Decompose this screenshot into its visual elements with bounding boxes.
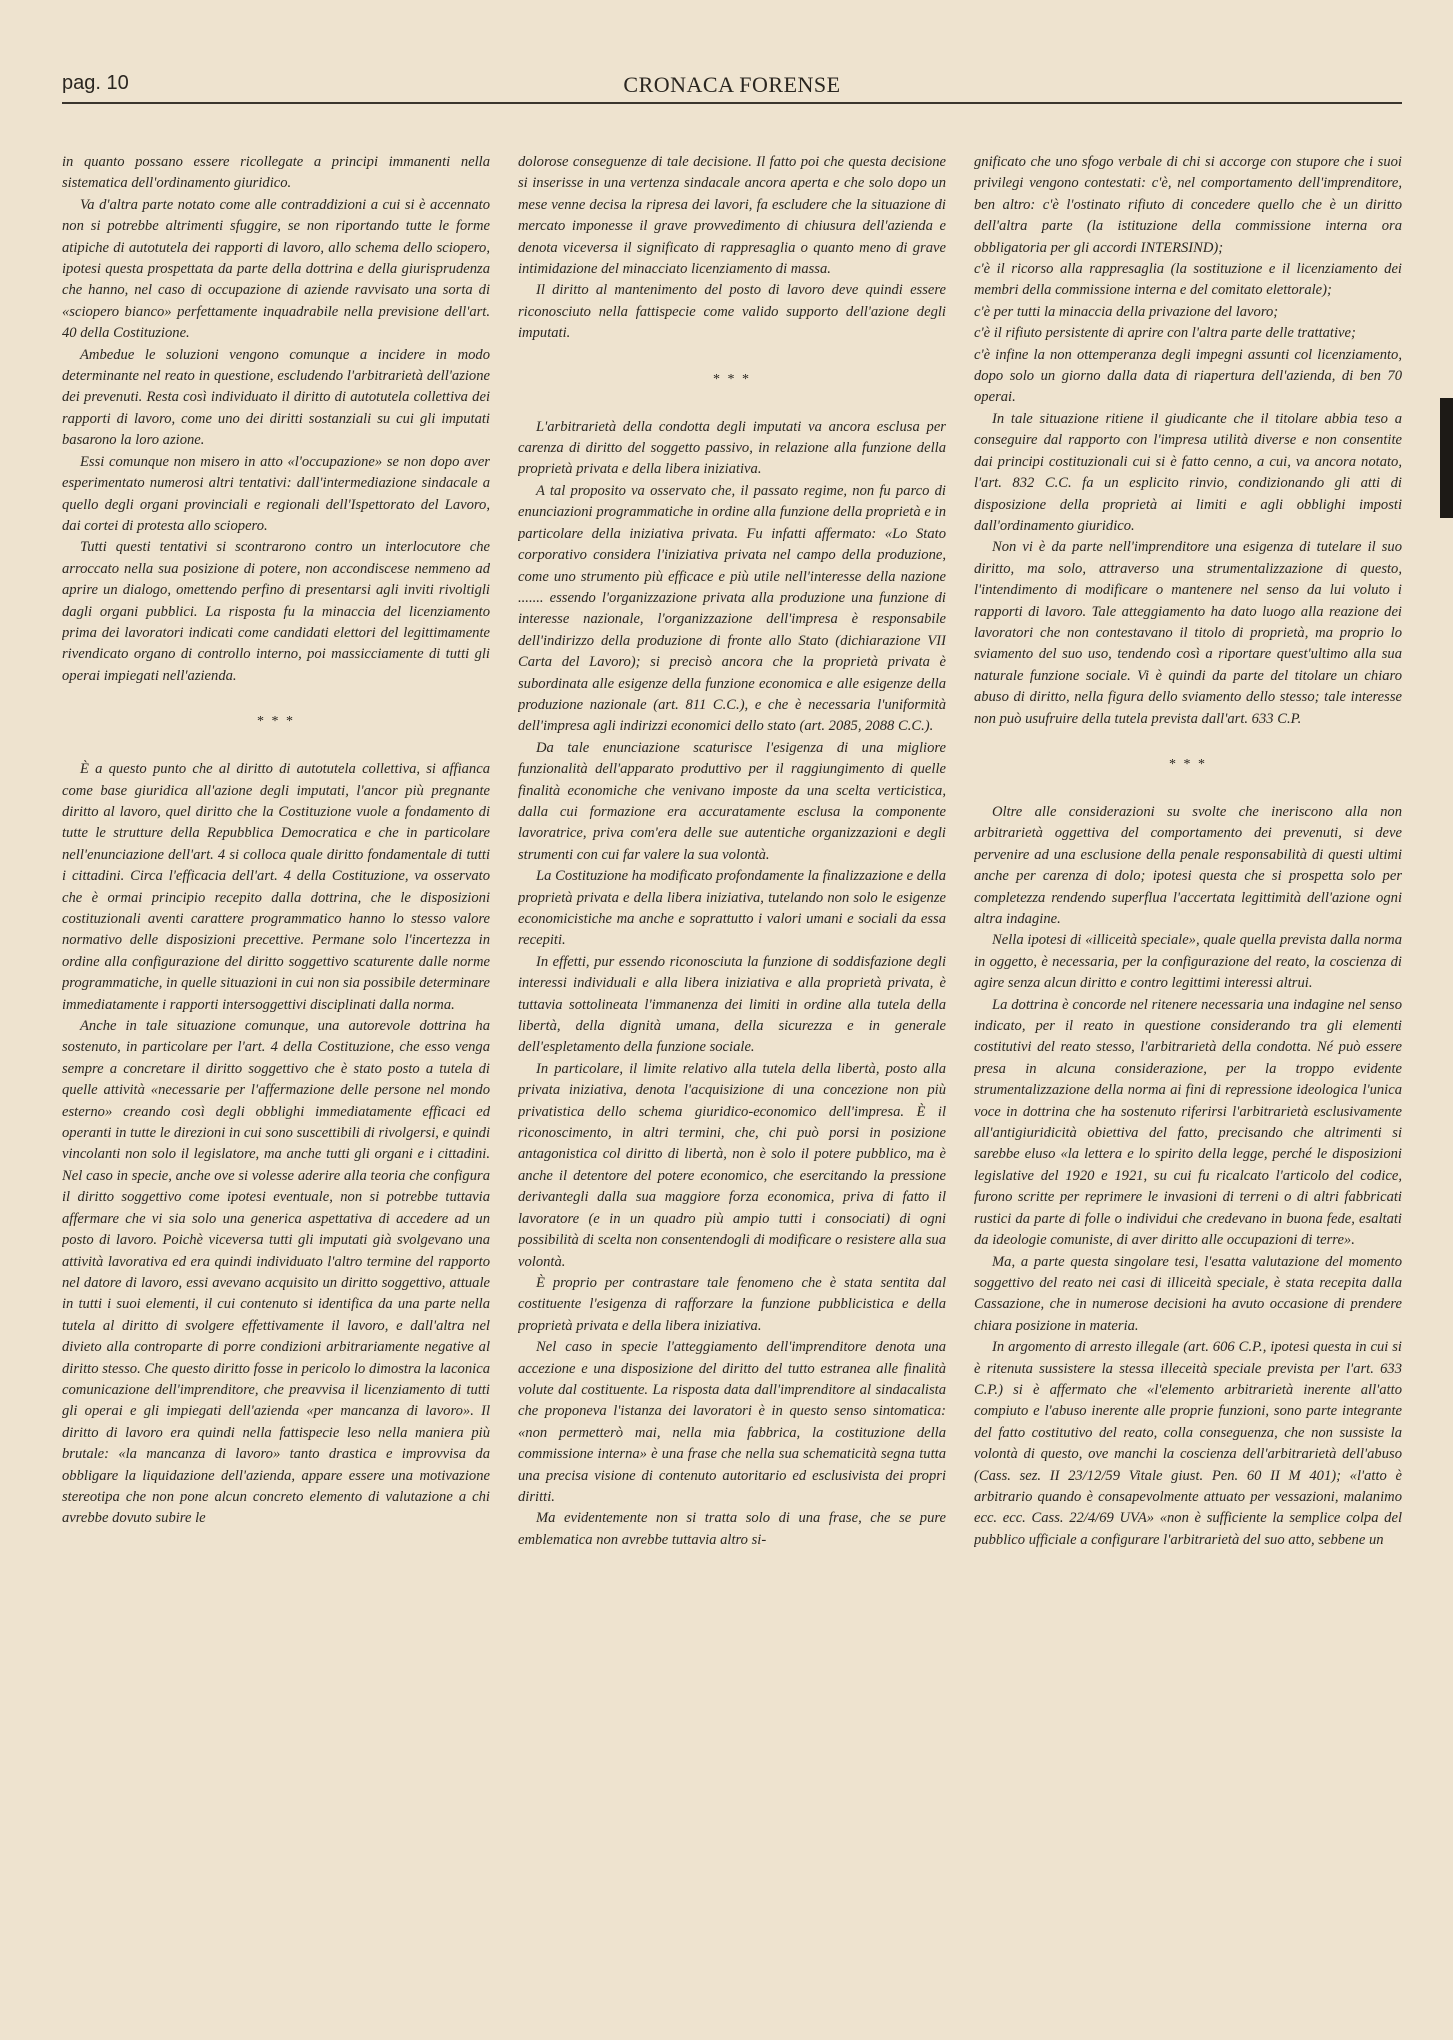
paragraph: dolorose conseguenze di tale decisione. Il fatto poi che questa decisione si inserisse in una vertenza sindacale ancora aperta e che solo dopo un mese venne decisa la ripresa dei lavori, fa escludere che la situazione di mercato imponesse il grave provvedimento di chiusura dell'azienda e denota viceversa il significato di rappresaglia o quanto meno di grave intimidazione del minacciato licenziamento di massa.: [518, 154, 946, 278]
text-column-3: [974, 152, 1402, 2012]
paragraph: In tale situazione ritiene il giudicante che il titolare abbia teso a conseguire dal rapporto con l'impresa utilità diverse e non consentite dai principi costituzionali cui si è fatto cenno, a cui, va ancora notato, l'art. 832 C.C. fa un esplicito rinvio, condizionando gli atti di disposizione della proprietà ai limiti e agli obblighi imposti dall'ordinamento giuridico.: [974, 410, 1402, 534]
text-column-1: [62, 152, 490, 2012]
paragraph: È proprio per contrastare tale fenomeno che è stata sentita dal costituente l'esigenza di rafforzare la funzione pubblicistica e della proprietà privata e della libera iniziativa.: [518, 1274, 946, 1334]
paragraph: Va d'altra parte notato come alle contraddizioni a cui si è accennato non si potrebbe altrimenti sfuggire, se non riportando tutte le forme atipiche di autotutela dei rapporti di lavoro, allo schema dello sciopero, ipotesi questa prospettata da parte della dottrina e della giurisprudenza che hanno, nel caso di occupazione di aziende ravvisato una sorta di «sciopero bianco» perfettamente inquadrabile nella previsione dell'art. 40 della Costituzione.: [62, 196, 490, 342]
paragraph: Ma evidentemente non si tratta solo di una frase, che se pure emblematica non avrebbe tuttavia altro si-: [518, 1510, 946, 1548]
paragraph: In particolare, il limite relativo alla tutela della libertà, posto alla privata iniziativa, denota l'acquisizione di una concezione non più privatistica dello schema giuridico-economico dell'impresa. È il riconoscimento, in altri termini, che, chi può porsi in posizione antagonistica col diritto di libertà, non è solo il potere pubblico, ma è anche il detentore del potere economico, che esercitando la pressione derivantegli dalla sua maggiore forza economica, priva di fatto il lavoratore (e in un quadro più ampio tutti i consociati) di ogni possibilità di scelta non consentendogli di modificare o resistere alla sua volontà.: [518, 1060, 946, 1270]
paragraph: Nel caso in specie l'atteggiamento dell'imprenditore denota una accezione e una disposizione del diritto del tutto estranea alle finalità volute dal costituente. La risposta data dall'imprenditore al sindacalista che proponeva l'istanza dei lavoratori è in questo senso sintomatica: «non permetterò mai, nella mia fabbrica, la costituzione della commissione interna» è una frase che nella sua schematicità segna tutta una precisa visione di contenuto autoritario ed esclusivista dei propri diritti.: [518, 1339, 946, 1505]
paragraph: c'è il ricorso alla rappresaglia (la sostituzione e il licenziamento dei membri della commissione interna e del comitato elettorale);: [974, 261, 1402, 299]
paragraph: Da tale enunciazione scaturisce l'esigenza di una migliore funzionalità dell'apparato produttivo per il raggiungimento di quelle finalità economiche che venivano imposte da una scelta verticistica, dalla cui formazione era accuratamente esclusa la componente lavoratrice, priva com'era delle sue autentiche organizzazioni e degli strumenti con cui far valere la sua volontà.: [518, 739, 946, 863]
paragraph: c'è il rifiuto persistente di aprire con l'altra parte delle trattative;: [974, 325, 1356, 342]
paragraph: Oltre alle considerazioni su svolte che ineriscono alla non arbitrarietà oggettiva del comportamento dei prevenuti, si deve pervenire ad una esclusione della penale responsabilità di questi ultimi anche per carenza di dolo; ipotesi questa che si prospetta solo per completezza rendendo superflua l'accertata legittimità dell'azione ogni altra indagine.: [974, 803, 1402, 927]
paragraph: La Costituzione ha modificato profondamente la finalizzazione e della proprietà privata e della libera iniziativa, tutelando non solo le esigenze economicistiche ma anche e soprattutto i valori umani e sociali da essa recepiti.: [518, 868, 946, 949]
paragraph: gnificato che uno sfogo verbale di chi si accorge con stupore che i suoi privilegi vengono contestati: c'è, nel comportamento dell'imprenditore, ben altro: c'è l'ostinato rifiuto di concedere quello che è un diritto dell'altra parte (la istituzione della commissione interna ora obbligatoria per gli accordi INTERSIND);: [974, 154, 1402, 256]
paragraph: in quanto possano essere ricollegate a principi immanenti nella sistematica dell'ordinamento giuridico.: [62, 154, 490, 192]
paragraph: Non vi è da parte nell'imprenditore una esigenza di tutelare il suo diritto, ma solo, attraverso una strumentalizzazione di questo, l'intendimento di modificare o mantenere nel senso da lui voluto i rapporti di lavoro. Tale atteggiamento ha dato luogo alla reazione dei lavoratori che non contestavano il titolo di proprietà, ma proprio lo sviamento del suo uso, tendendo così a riportare quest'ultimo alla sua naturale funzione sociale. Vi è quindi da parte del titolare un chiaro abuso di diritto, nella figura dello sviamento dello stesso; tale interesse non può usufruire della tutela prevista dall'art. 633 C.P.: [974, 539, 1402, 727]
section-separator: * * *: [257, 714, 295, 730]
page-edge-mark: [1440, 398, 1453, 518]
page-header: [62, 68, 1402, 104]
paragraph: Anche in tale situazione comunque, una autorevole dottrina ha sostenuto, in particolare per l'art. 4 della Costituzione, che esso venga sempre a concretare il diritto soggettivo che è stato posto a tutela di quelle attività «necessarie per l'affermazione delle persone nel mondo esterno» creando così degli obblighi immediatamente efficaci ed operanti in tutte le direzioni in cui sono suscettibili di rivolgersi, e quindi vincolanti non solo il legislatore, ma anche tutti gli organi e i cittadini. Nel caso in specie, anche ove si volesse aderire alla teoria che configura il diritto soggettivo come ipotesi eventuale, non si potrebbe tuttavia affermare che vi sia solo una generica aspettativa di accedere ad un posto di lavoro. Poichè viceversa tutti gli imputati già svolgevano una attività lavorativa ed era quindi individuato l'altro termine del rapporto nel datore di lavoro, essi avevano acquisito un diritto soggettivo, attuale in tutti i suoi elementi, il cui contenuto si identifica da una parte nella tutela al diritto di svolgere effettivamente il lavoro, e dall'altra nel divieto alla controparte di porre condizioni arbitrariamente negative al diritto stesso. Che questo diritto fosse in pericolo lo dimostra la laconica comunicazione dell'imprenditore, che preavvisa il licenziamento di tutti gli operai e gli impiegati dell'azienda «per mancanza di lavoro». Il diritto di lavoro era quindi nella fattispecie leso nella maniera più brutale: «la mancanza di lavoro» tanto drastica e improvvisa da obbligare la liquidazione dell'azienda, appare essere una motivazione stereotipa che non pone alcun concreto elemento di valutazione a chi avrebbe dovuto subire le: [62, 1018, 490, 1527]
paragraph: Nella ipotesi di «illiceità speciale», quale quella prevista dalla norma in oggetto, è necessaria, per la configurazione del reato, la coscienza di agire senza alcun diritto e contro legittimi interessi altrui.: [974, 932, 1402, 992]
text-column-2: [518, 152, 946, 2012]
section-separator: * * *: [713, 371, 751, 387]
page-number: pag. 10: [62, 72, 129, 94]
paragraph: Essi comunque non misero in atto «l'occupazione» se non dopo aver esperimentato numerosi altri tentativi: dall'intermediazione sindacale a quello degli organi provinciali e regionali dell'Ispettorato del Lavoro, dai cortei di protesta allo sciopero.: [62, 453, 490, 534]
article-body: [62, 152, 1402, 2012]
section-separator: * * *: [1169, 756, 1207, 772]
paragraph: Ambedue le soluzioni vengono comunque a incidere in modo determinante nel reato in questione, escludendo l'arbitrarietà dell'azione dei prevenuti. Resta così individuato il diritto di autotutela collettiva dei rapporti di lavoro, come uno dei diritti sostanziali su cui gli imputati basarono la loro azione.: [62, 346, 490, 449]
paragraph: In effetti, pur essendo riconosciuta la funzione di soddisfazione degli interessi individuali e alla libera iniziativa e alla proprietà privata, è tuttavia sottolineata l'immanenza dei limiti in ordine alla tutela della libertà, della dignità umana, della sicurezza e in generale dell'espletamento della funzione sociale.: [518, 953, 946, 1056]
paragraph: È a questo punto che al diritto di autotutela collettiva, si affianca come base giuridica all'azione degli imputati, l'ancor più pregnante diritto al lavoro, quel diritto che la Costituzione vuole a fondamento di tutte le strutture della Repubblica Democratica e che in particolare nell'enunciazione dell'art. 4 si colloca quale diritto fondamentale di tutti i cittadini. Circa l'efficacia dell'art. 4 della Costituzione, va osservato che è ormai principio recepito dalla dottrina, che le disposizioni costituzionali aventi carattere programmatico hanno lo stesso valore normativo delle disposizioni precettive. Permane solo l'incertezza in ordine alla configurazione del diritto soggettivo scaturente dalle norme programmatiche, in quelle situazioni in cui non sia possibile determinare immediatamente i rapporti intersoggettivi disciplinati dalla norma.: [62, 761, 490, 1013]
paragraph: In argomento di arresto illegale (art. 606 C.P., ipotesi questa in cui si è ritenuta sussistere la stessa illeceità speciale prevista per l'art. 633 C.P.) si è affermato che «l'elemento arbitrarietà inerente all'atto compiuto e l'abuso inerente alle proprie funzioni, sono parte integrante del fatto costitutivo del reato, colla conseguenza, che non sussiste la volontà di questo, ove manchi la coscienza dell'arbitrarietà dell'abuso (Cass. sez. II 23/12/59 Vitale giust. Pen. 60 II M 401); «l'atto è arbitrario quando è consapevolmente attuato per vessazioni, malanimo ecc. ecc. Cass. 22/4/69 UVA» «non è sufficiente la semplice colpa del pubblico ufficiale a configurare l'arbitrarietà del suo atto, sebbene un: [974, 1339, 1402, 1548]
paragraph: L'arbitrarietà della condotta degli imputati va ancora esclusa per carenza di diritto del soggetto passivo, in relazione alla funzione della proprietà privata e della libera iniziativa.: [518, 418, 946, 478]
paragraph: La dottrina è concorde nel ritenere necessaria una indagine nel senso indicato, per il reato in questione considerando tra gli elementi costitutivi del reato stesso, l'arbitrarietà della condotta. Né può essere presa in alcuna considerazione, per la troppo evidente strumentalizzazione della norma ai fini di repressione ideologica l'unica voce in dottrina che ha sostenuto riferirsi l'arbitrarietà esclusivamente all'antigiuridicità obiettiva del fatto, precisando che altrimenti si sarebbe eluso «la lettera e lo spirito della legge, perché le disposizioni legislative del 1920 e 1921, su cui fu ricalcato l'articolo del codice, furono scritte per reprimere le invasioni di terreni o di altri fabbricati rustici da parte di folle o individui che credevano in buona fede, esaltati da ideologie comuniste, di aver diritto alle occupazioni di terre».: [974, 996, 1402, 1249]
paragraph: Tutti questi tentativi si scontrarono contro un interlocutore che arroccato nella sua posizione di potere, non accondiscese nemmeno ad aprire un dialogo, omettendo perfino di presentarsi agli inviti rivoltigli dagli organi pubblici. La risposta fu la minaccia del licenziamento prima dei lavoratori indicati come candidati elettori del legittimamente rivendicato organo di controllo interno, poi massicciamente di tutti gli operai impiegati nell'azienda.: [62, 539, 490, 684]
paragraph: A tal proposito va osservato che, il passato regime, non fu parco di enunciazioni programmatiche in ordine alla funzione della proprietà e in particolare della iniziativa privata. Fu infatti affermato: «Lo Stato corporativo considera l'iniziativa privata nel campo della produzione, come uno strumento più efficace e più utile nell'interesse della nazione ....... essendo l'organizzazione privata alla produzione una funzione di interesse nazionale, l'organizzazione dell'impresa è responsabile dell'indirizzo della produzione di fronte allo Stato (dichiarazione VII Carta del Lavoro); si precisò ancora che la proprietà privata è subordinata alle esigenze della funzione economica e alle esigenze della produzione nazionale (art. 811 C.C.), e che è necessaria l'uniformità dell'impresa agli indirizzi economici dello stato (art. 2085, 2088 C.C.).: [518, 482, 946, 735]
paragraph: Ma, a parte questa singolare tesi, l'esatta valutazione del momento soggettivo del reato nei casi di illiceità speciale, è stata recepita dalla Cassazione, che in numerose decisioni ha avuto occasione di prendere chiara posizione in materia.: [974, 1253, 1402, 1334]
paragraph: Il diritto al mantenimento del posto di lavoro deve quindi essere riconosciuto nella fattispecie come valido supporto dell'azione degli imputati.: [518, 282, 946, 342]
paragraph: c'è infine la non ottemperanza degli impegni assunti col licenziamento, dopo solo un giorno dalla data di riapertura dell'azienda, di ben 70 operai.: [974, 346, 1402, 406]
paragraph: c'è per tutti la minaccia della privazione del lavoro;: [974, 303, 1279, 320]
journal-title: CRONACA FORENSE: [623, 72, 841, 97]
